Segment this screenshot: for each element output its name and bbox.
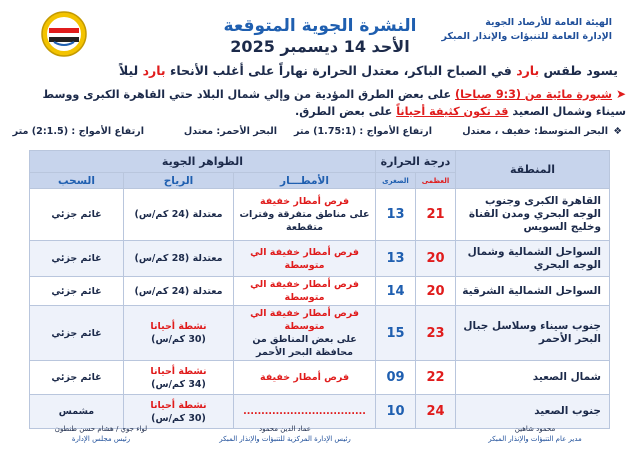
summary-text-2: في الصباح الباكر،	[399, 63, 517, 78]
rain-text: فرص أمطار خفيفة	[259, 372, 350, 383]
wind-speed: (30 كم/س)	[151, 334, 206, 345]
summary-text-4: ليلاً	[118, 63, 143, 78]
title-block	[170, 16, 470, 58]
fog-warning-text-2: على بعض الطرق.	[295, 105, 397, 118]
fog-warning-text-1: على بعض الطرق المؤدية من وإلي شمال البلاد حتي القاهرة الكبرى ووسط سيناء وشمال الصعيد	[42, 88, 626, 118]
header-cloud: السحب	[29, 173, 123, 189]
rain-cell	[234, 277, 376, 306]
table-row	[29, 306, 609, 361]
signature-role: رئيس الإدارة المركزية للتنبؤات والإنذار المبكر	[219, 435, 351, 443]
signature-forecast-director	[450, 424, 620, 444]
max-temp-cell: 20	[416, 241, 456, 277]
min-temp-cell: 10	[376, 395, 416, 429]
summary-text-1: يسود طقس	[539, 63, 618, 78]
signature-role: مدير عام التنبؤات والإنذار المبكر	[488, 435, 582, 443]
org-line-2: الإدارة العامة للتنبؤات والإنذار المبكر	[441, 31, 612, 42]
header-phenomena: الظواهر الجوية	[29, 151, 375, 173]
rain-text: فرص أمطار خفيفة	[259, 196, 350, 207]
header-max: العظمى	[416, 173, 456, 189]
rain-cell	[234, 241, 376, 277]
wind-cell	[124, 241, 234, 277]
wind-cell	[124, 277, 234, 306]
rain-text: فرص أمطار خفيفة الي متوسطة	[250, 246, 359, 271]
wind-speed: معتدلة (28 كم/س)	[134, 253, 223, 264]
summary-cold-word: بارد	[516, 63, 540, 78]
arrow-bullet-icon: ➤	[615, 87, 626, 101]
med-sea-waves: ارتفاع الأمواج : (1.75:1) متر	[293, 126, 432, 137]
wind-speed: (30 كم/س)	[151, 412, 206, 424]
table-row	[29, 189, 609, 241]
table-row	[29, 241, 609, 277]
summary-text-3: نهاراً على أغلب الأنحاء	[165, 63, 313, 78]
fog-warning-emphasis: قد تكون كثيفة أحياناً	[396, 105, 509, 118]
wind-cell	[124, 361, 234, 395]
min-temp-cell: 15	[376, 306, 416, 361]
region-cell: السواحل الشمالية الشرقية	[456, 277, 610, 306]
header-min: الصغرى	[376, 173, 416, 189]
summary-mild-word: معتدل الحرارة	[312, 63, 400, 78]
signature-role: رئيس مجلس الإدارة	[71, 435, 131, 443]
region-cell: القاهرة الكبرى وجنوب الوجه البحري ومدن القناة وخليج السويس	[456, 189, 610, 241]
rain-note: على بعض المناطق من محافظة البحر الأحمر	[252, 334, 357, 358]
cloud-cell: غائم جزئي	[29, 277, 123, 306]
rain-note: على مناطق متفرقة وفترات متقطعة	[239, 209, 370, 233]
min-temp-cell: 14	[376, 277, 416, 306]
diamond-bullet-icon: ❖	[613, 126, 622, 137]
forecast-table-wrapper	[30, 150, 610, 424]
max-temp-cell: 24	[416, 395, 456, 429]
cloud-cell: غائم جزئي	[29, 241, 123, 277]
wind-cell	[124, 189, 234, 241]
authority-logo-icon	[40, 10, 88, 58]
wind-activity: نشطة أحيانا	[150, 321, 207, 332]
bulletin-header	[0, 4, 640, 60]
weather-summary	[18, 62, 618, 80]
rain-cell	[234, 361, 376, 395]
wind-activity: نشطة أحيانا	[150, 399, 207, 411]
header-temperature: درجة الحرارة	[376, 151, 456, 173]
min-temp-cell: 13	[376, 189, 416, 241]
wind-activity: نشطة أحيانا	[150, 365, 207, 377]
header-rain: الأمطـــار	[234, 173, 376, 189]
signatures-footer	[0, 424, 640, 460]
header-region: المنطقة	[456, 151, 610, 189]
org-line-1: الهيئة العامة للأرصاد الجوية	[485, 17, 612, 28]
wind-speed: معتدلة (24 كم/س)	[134, 285, 223, 297]
table-row	[29, 361, 609, 395]
signature-name: محمود شاهين	[514, 425, 556, 433]
table-row	[29, 277, 609, 306]
bulletin-date: الأحد 14 ديسمبر 2025	[230, 37, 410, 56]
max-temp-cell: 22	[416, 361, 456, 395]
cloud-cell: غائم جزئي	[29, 361, 123, 395]
region-cell: شمال الصعيد	[456, 361, 610, 395]
red-sea-state: البحر الأحمر: معتدل	[183, 126, 277, 137]
region-cell: جنوب الصعيد	[456, 395, 610, 429]
region-cell: جنوب سيناء وسلاسل جبال البحر الأحمر	[456, 306, 610, 361]
signature-central-head	[180, 424, 390, 444]
cloud-cell: غائم جزئي	[29, 306, 123, 361]
rain-cell	[234, 189, 376, 241]
max-temp-cell: 20	[416, 277, 456, 306]
signature-name: لواء جوي / هشام حسن طنطون	[54, 425, 148, 433]
wind-speed: معتدلة (24 كم/س)	[134, 209, 223, 220]
wind-speed: (34 كم/س)	[151, 378, 206, 390]
cloud-cell: مشمس	[29, 395, 123, 429]
min-temp-cell: 13	[376, 241, 416, 277]
region-cell: السواحل الشمالية وشمال الوجه البحري	[456, 241, 610, 277]
forecast-table	[29, 150, 610, 429]
bulletin-title: النشرة الجوية المتوقعة	[223, 16, 417, 36]
sea-conditions	[12, 126, 622, 142]
red-sea-waves: ارتفاع الأمواج : (2:1.5) متر	[12, 126, 144, 137]
max-temp-cell: 21	[416, 189, 456, 241]
fog-warning-label: شبورة مائية من (9:3 صباحا)	[455, 88, 613, 101]
signature-chairman	[26, 424, 176, 444]
min-temp-cell: 09	[376, 361, 416, 395]
header-wind: الرياح	[124, 173, 234, 189]
rain-text: ..................................	[243, 406, 366, 417]
summary-cold-night-word: بارد	[142, 63, 166, 78]
wind-cell	[124, 306, 234, 361]
med-sea-state: البحر المتوسط: خفيف ، معتدل	[462, 126, 608, 137]
rain-text: فرص أمطار خفيفة الي متوسطة	[250, 308, 359, 332]
max-temp-cell: 23	[416, 306, 456, 361]
rain-cell	[234, 306, 376, 361]
fog-warning	[14, 86, 626, 120]
rain-text: فرص أمطار خفيفة الي متوسطة	[250, 279, 359, 303]
cloud-cell: غائم جزئي	[29, 189, 123, 241]
signature-name: عماد الدين محمود	[258, 425, 311, 433]
